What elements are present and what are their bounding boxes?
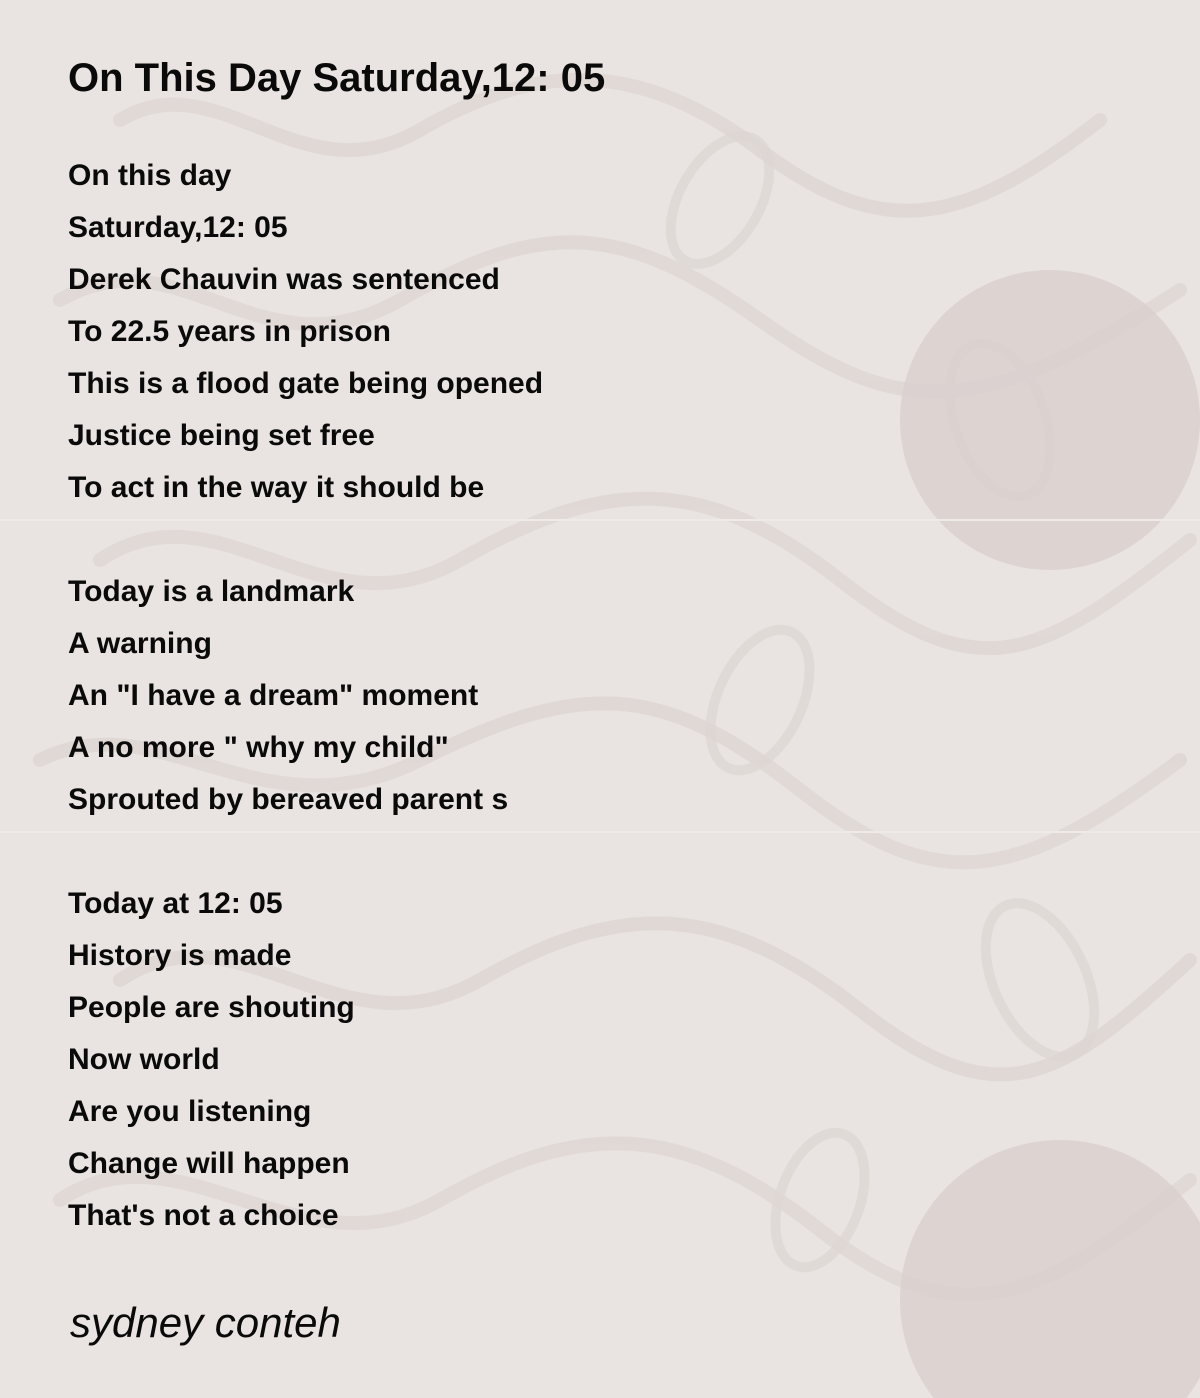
stanza	[68, 566, 543, 826]
poem-line: Sprouted by bereaved parent s	[68, 783, 509, 816]
poem-body	[68, 150, 543, 1294]
poem-line: To act in the way it should be	[68, 471, 485, 504]
poem-title: On This Day Saturday,12: 05	[68, 56, 606, 100]
poem-line: People are shouting	[68, 991, 355, 1024]
poem-line: That's not a choice	[68, 1199, 339, 1232]
poem-line: To 22.5 years in prison	[68, 315, 391, 348]
poem-line: A warning	[68, 627, 212, 660]
poem-line: On this day	[68, 159, 232, 192]
poem-line: This is a flood gate being opened	[68, 367, 544, 400]
stanza	[68, 878, 543, 1242]
poem-line: An "I have a dream" moment	[68, 679, 479, 712]
poem-line: Today is a landmark	[68, 575, 355, 608]
poem-line: Saturday,12: 05	[68, 211, 288, 244]
poem-line: Change will happen	[68, 1147, 350, 1180]
poem-line: Are you listening	[68, 1095, 312, 1128]
poem-line: Today at 12: 05	[68, 887, 283, 920]
poem-author: sydney conteh	[70, 1299, 341, 1346]
poem-line: Now world	[68, 1043, 220, 1076]
stanza	[68, 150, 543, 514]
poem-line: A no more " why my child"	[68, 731, 449, 764]
poem-line: Derek Chauvin was sentenced	[68, 263, 500, 296]
poem-line: History is made	[68, 939, 292, 972]
poem-line: Justice being set free	[68, 419, 375, 452]
